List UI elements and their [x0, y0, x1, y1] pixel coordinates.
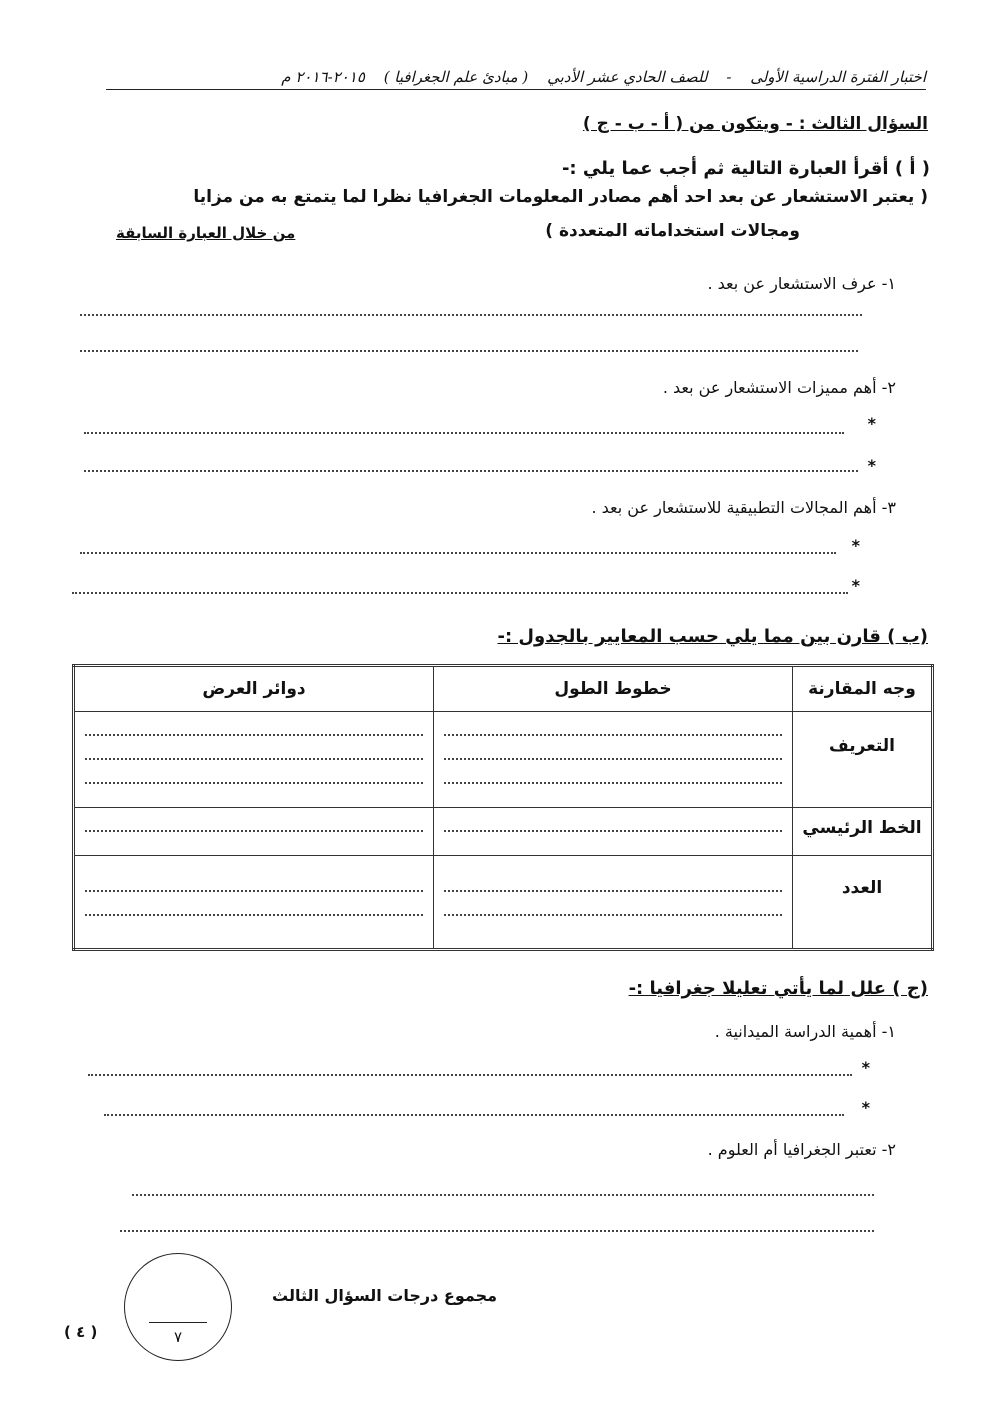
answer-line[interactable] [80, 552, 836, 554]
statement-reference: من خلال العبارة السابقة [116, 224, 296, 242]
row-label: التعريف [793, 712, 933, 808]
bullet-star: * [867, 414, 876, 433]
exam-header [106, 68, 926, 90]
bullet-star: * [861, 1098, 870, 1117]
table-row [74, 808, 933, 856]
table-header: وجه المقارنة [793, 666, 933, 712]
table-cell[interactable] [74, 808, 434, 856]
exam-grade: للصف الحادي عشر الأدبي [547, 68, 708, 86]
question-a1: ١- عرف الاستشعار عن بعد . [707, 274, 896, 293]
bullet-star: * [851, 576, 860, 595]
answer-line[interactable] [88, 1074, 852, 1076]
part-a-instruction: ( أ ) أقرأ العبارة التالية ثم أجب عما يلي :- [561, 158, 930, 179]
bullet-star: * [867, 456, 876, 475]
table-cell[interactable] [434, 856, 793, 950]
table-cell[interactable] [434, 808, 793, 856]
answer-line[interactable] [80, 350, 858, 352]
bullet-star: * [851, 536, 860, 555]
exam-subject: ( مبادئ علم الجغرافيا ) [383, 68, 529, 86]
exam-period: اختبار الفترة الدراسية الأولى [750, 68, 926, 86]
bullet-star: * [861, 1058, 870, 1077]
answer-line[interactable] [120, 1230, 874, 1232]
row-label: العدد [793, 856, 933, 950]
question-a3: ٣- أهم المجالات التطبيقية للاستشعار عن بعد . [591, 498, 896, 517]
answer-line[interactable] [132, 1194, 874, 1196]
header-dash: - [726, 68, 732, 86]
row-label: الخط الرئيسي [793, 808, 933, 856]
statement-line-1: ( يعتبر الاستشعار عن بعد احد أهم مصادر المعلومات الجغرافيا نظرا لما يتمتع به من مزايا [193, 187, 928, 207]
total-score-label: مجموع درجات السؤال الثالث [272, 1286, 498, 1305]
answer-line[interactable] [80, 314, 862, 316]
part-c-title: (ج ) علل لما يأتي تعليلا جغرافيا :- [628, 978, 928, 999]
table-row [74, 856, 933, 950]
answer-line[interactable] [84, 432, 844, 434]
table-header-row [74, 666, 933, 712]
question-c1: ١- أهمية الدراسة الميدانية . [714, 1022, 896, 1041]
table-cell[interactable] [74, 856, 434, 950]
exam-year: ٢٠١٥-٢٠١٦ م [281, 68, 365, 86]
question-a2: ٢- أهم مميزات الاستشعار عن بعد . [662, 378, 896, 397]
table-cell[interactable] [434, 712, 793, 808]
answer-line[interactable] [104, 1114, 844, 1116]
score-circle [124, 1253, 232, 1361]
part-b-title: (ب ) قارن بين مما يلي حسب المعايير بالجدول :- [497, 626, 928, 647]
table-header: خطوط الطول [434, 666, 793, 712]
statement-line-2: ومجالات استخداماته المتعددة ) [545, 221, 800, 241]
total-score: ٧ [173, 1328, 183, 1346]
page-number: ( ٤ ) [64, 1323, 98, 1341]
question-title: السؤال الثالث : - ويتكون من ( أ - ب - ج ) [582, 114, 928, 134]
answer-line[interactable] [84, 470, 858, 472]
table-row [74, 712, 933, 808]
table-cell[interactable] [74, 712, 434, 808]
table-header: دوائر العرض [74, 666, 434, 712]
comparison-table [72, 664, 934, 951]
question-c2: ٢- تعتبر الجغرافيا أم العلوم . [707, 1140, 896, 1159]
answer-line[interactable] [72, 592, 848, 594]
